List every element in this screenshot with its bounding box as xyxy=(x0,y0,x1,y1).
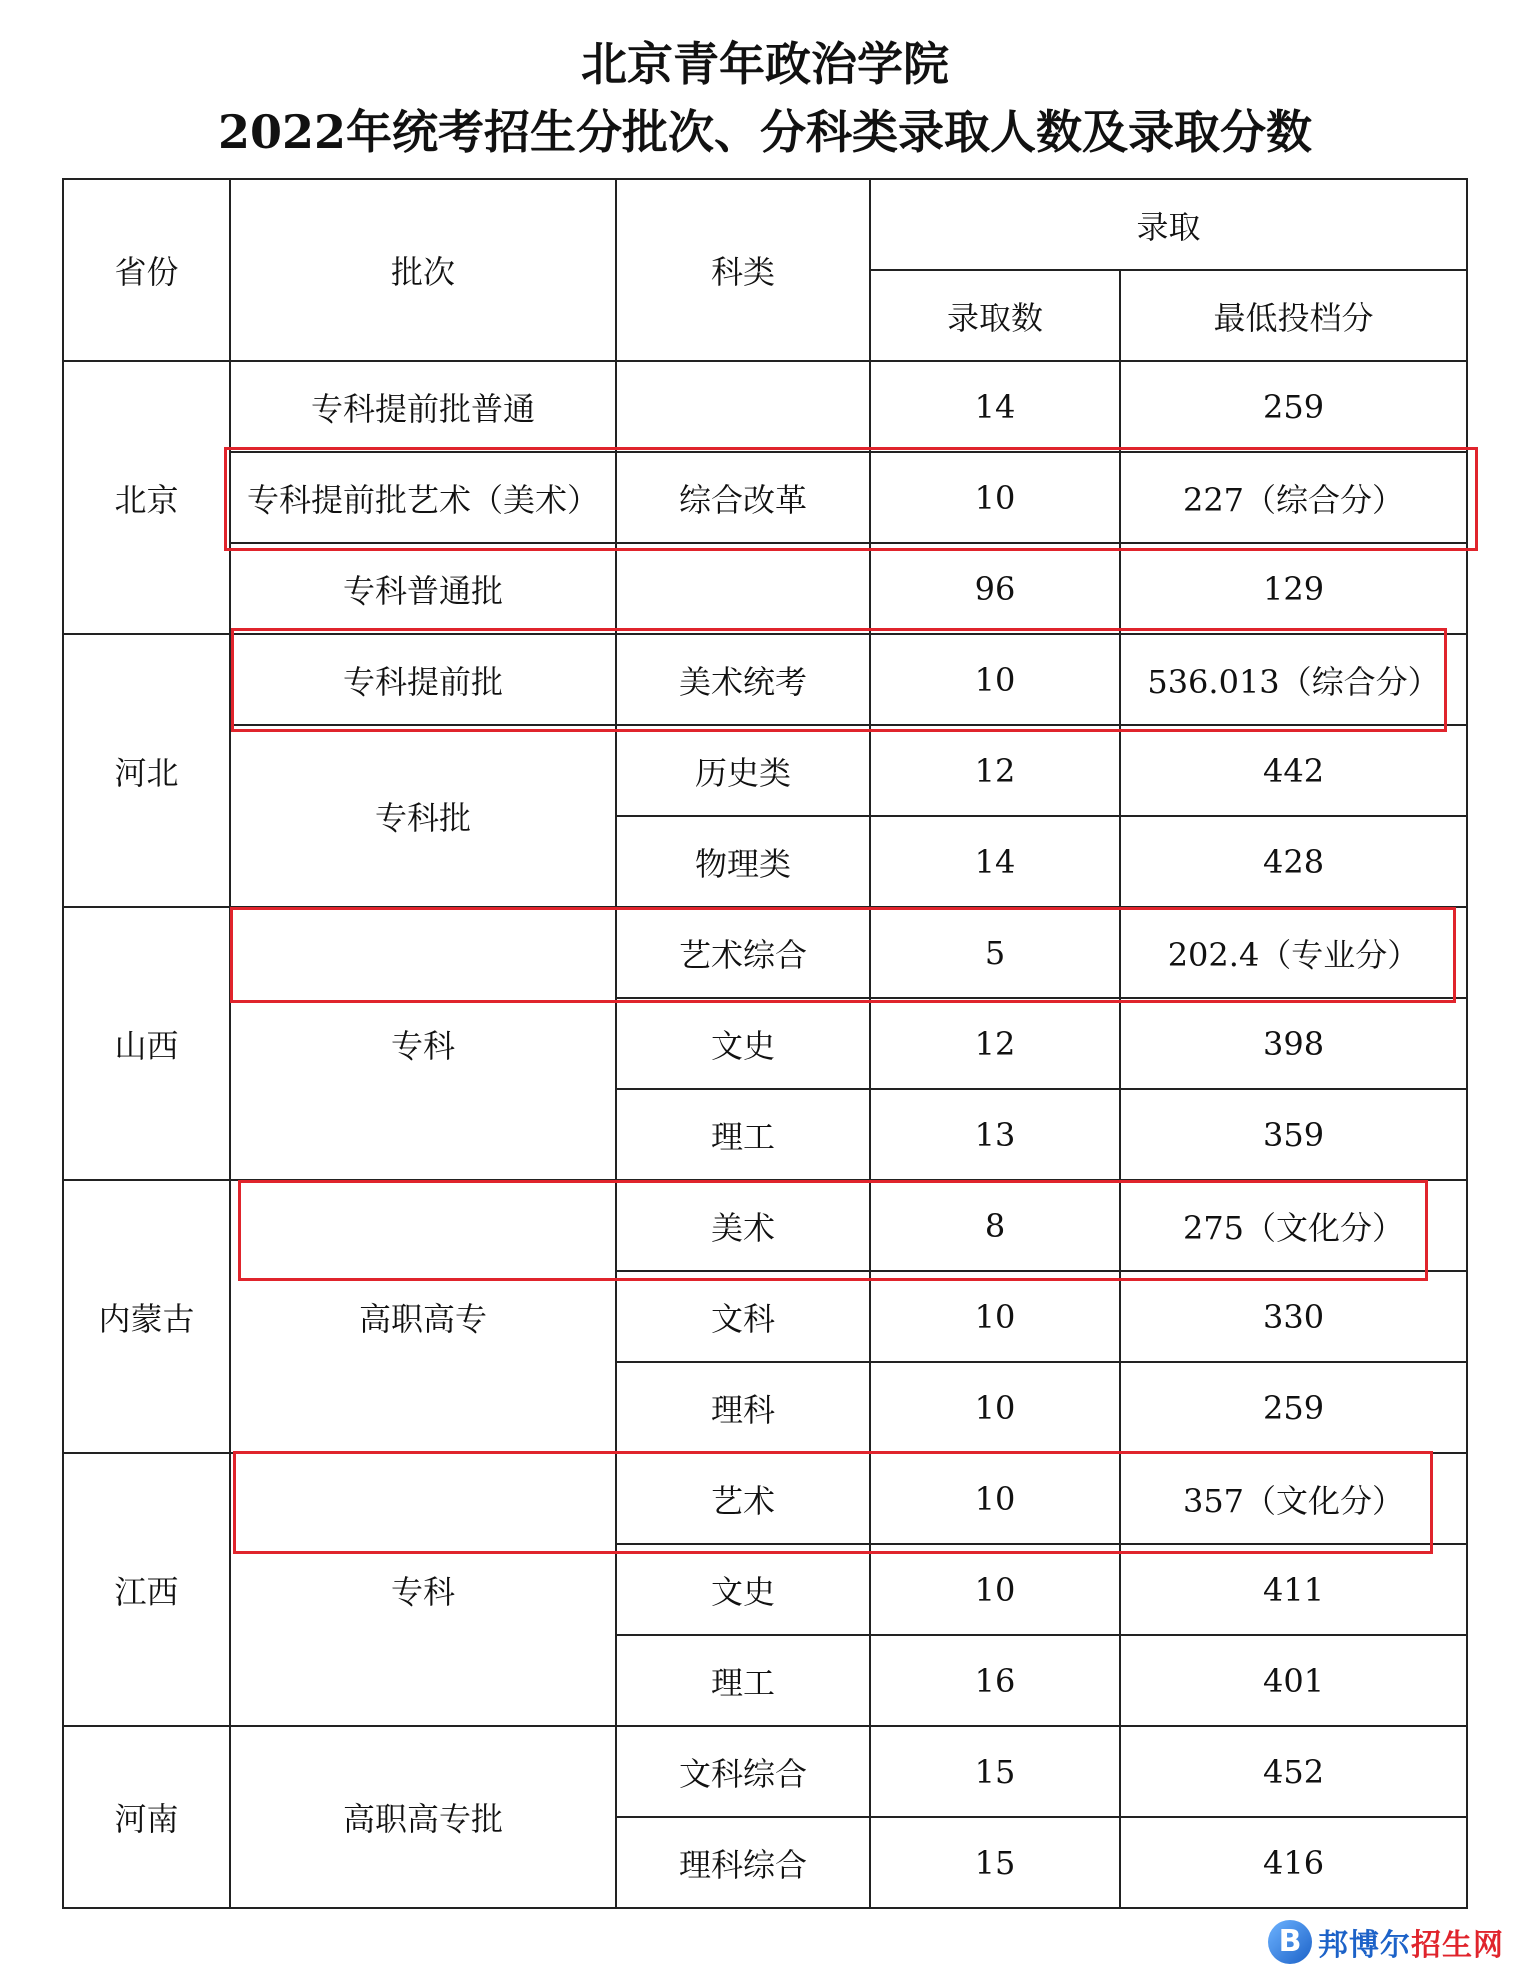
province-cell: 河北 xyxy=(63,634,230,907)
batch-cell: 专科 xyxy=(230,907,616,1180)
count-cell: 14 xyxy=(870,816,1120,907)
table-row xyxy=(63,543,1467,634)
score-cell: 452 xyxy=(1120,1726,1467,1817)
score-cell: 442 xyxy=(1120,725,1467,816)
score-cell: 259 xyxy=(1120,1362,1467,1453)
score-cell: 411 xyxy=(1120,1544,1467,1635)
count-cell: 5 xyxy=(870,907,1120,998)
count-cell: 96 xyxy=(870,543,1120,634)
category-cell: 美术 xyxy=(616,1180,870,1271)
page-subtitle: 2022年统考招生分批次、分科类录取人数及录取分数 xyxy=(217,105,1313,159)
count-cell: 10 xyxy=(870,1271,1120,1362)
category-cell xyxy=(616,361,870,452)
watermark-logo-icon xyxy=(1268,1920,1312,1964)
province-cell: 河南 xyxy=(63,1726,230,1908)
batch-cell: 专科 xyxy=(230,1453,616,1726)
count-cell: 10 xyxy=(870,452,1120,543)
score-cell: 357（文化分） xyxy=(1120,1453,1467,1544)
page-title: 北京青年政治学院 xyxy=(581,37,949,91)
score-cell: 202.4（专业分） xyxy=(1120,907,1467,998)
batch-cell: 专科提前批 xyxy=(230,634,616,725)
batch-cell: 专科提前批艺术（美术） xyxy=(230,452,616,543)
score-cell: 398 xyxy=(1120,998,1467,1089)
batch-cell: 高职高专 xyxy=(230,1180,616,1453)
table-row xyxy=(63,725,1467,816)
score-cell: 275（文化分） xyxy=(1120,1180,1467,1271)
header-admission: 录取 xyxy=(870,179,1467,270)
category-cell: 历史类 xyxy=(616,725,870,816)
category-cell: 文科综合 xyxy=(616,1726,870,1817)
header-batch: 批次 xyxy=(230,179,616,361)
category-cell: 文科 xyxy=(616,1271,870,1362)
category-cell: 艺术 xyxy=(616,1453,870,1544)
watermark xyxy=(1268,1912,1504,1972)
count-cell: 10 xyxy=(870,1544,1120,1635)
highlight-box-shanxi-art xyxy=(230,907,1456,1003)
batch-cell: 专科批 xyxy=(230,725,616,907)
header-min-score: 最低投档分 xyxy=(1120,270,1467,361)
category-cell: 理工 xyxy=(616,1635,870,1726)
score-cell: 330 xyxy=(1120,1271,1467,1362)
category-cell: 综合改革 xyxy=(616,452,870,543)
header-row xyxy=(63,179,1467,270)
score-cell: 259 xyxy=(1120,361,1467,452)
category-cell: 文史 xyxy=(616,998,870,1089)
category-cell: 美术统考 xyxy=(616,634,870,725)
province-cell: 内蒙古 xyxy=(63,1180,230,1453)
score-cell: 416 xyxy=(1120,1817,1467,1908)
category-cell: 理科综合 xyxy=(616,1817,870,1908)
province-cell: 山西 xyxy=(63,907,230,1180)
watermark-logo-letter: B xyxy=(1278,1924,1302,1959)
category-cell: 理工 xyxy=(616,1089,870,1180)
count-cell: 14 xyxy=(870,361,1120,452)
count-cell: 12 xyxy=(870,725,1120,816)
score-cell: 401 xyxy=(1120,1635,1467,1726)
category-cell: 文史 xyxy=(616,1544,870,1635)
table-row xyxy=(63,1726,1467,1817)
province-cell: 江西 xyxy=(63,1453,230,1726)
count-cell: 10 xyxy=(870,1453,1120,1544)
admission-table xyxy=(62,178,1468,1909)
category-cell xyxy=(616,543,870,634)
watermark-text-part2: 招生网 xyxy=(1411,1928,1504,1963)
table-row xyxy=(63,361,1467,452)
batch-cell: 专科提前批普通 xyxy=(230,361,616,452)
header-count: 录取数 xyxy=(870,270,1120,361)
score-cell: 227（综合分） xyxy=(1120,452,1467,543)
score-cell: 428 xyxy=(1120,816,1467,907)
header-province: 省份 xyxy=(63,179,230,361)
province-cell: 北京 xyxy=(63,361,230,634)
score-cell: 129 xyxy=(1120,543,1467,634)
header-category: 科类 xyxy=(616,179,870,361)
count-cell: 15 xyxy=(870,1726,1120,1817)
batch-cell: 专科普通批 xyxy=(230,543,616,634)
category-cell: 艺术综合 xyxy=(616,907,870,998)
watermark-text-part1: 邦博尔 xyxy=(1318,1928,1411,1963)
count-cell: 15 xyxy=(870,1817,1120,1908)
score-cell: 359 xyxy=(1120,1089,1467,1180)
highlight-box-jiangxi-art xyxy=(233,1451,1433,1554)
highlight-box-hebei-art xyxy=(231,628,1447,732)
count-cell: 13 xyxy=(870,1089,1120,1180)
category-cell: 理科 xyxy=(616,1362,870,1453)
count-cell: 10 xyxy=(870,1362,1120,1453)
count-cell: 10 xyxy=(870,634,1120,725)
score-cell: 536.013（综合分） xyxy=(1120,634,1467,725)
category-cell: 物理类 xyxy=(616,816,870,907)
count-cell: 8 xyxy=(870,1180,1120,1271)
count-cell: 12 xyxy=(870,998,1120,1089)
count-cell: 16 xyxy=(870,1635,1120,1726)
highlight-box-beijing-art xyxy=(224,447,1478,551)
batch-cell: 高职高专批 xyxy=(230,1726,616,1908)
watermark-text xyxy=(1318,1920,1504,1964)
highlight-box-neimenggu-art xyxy=(238,1180,1428,1281)
